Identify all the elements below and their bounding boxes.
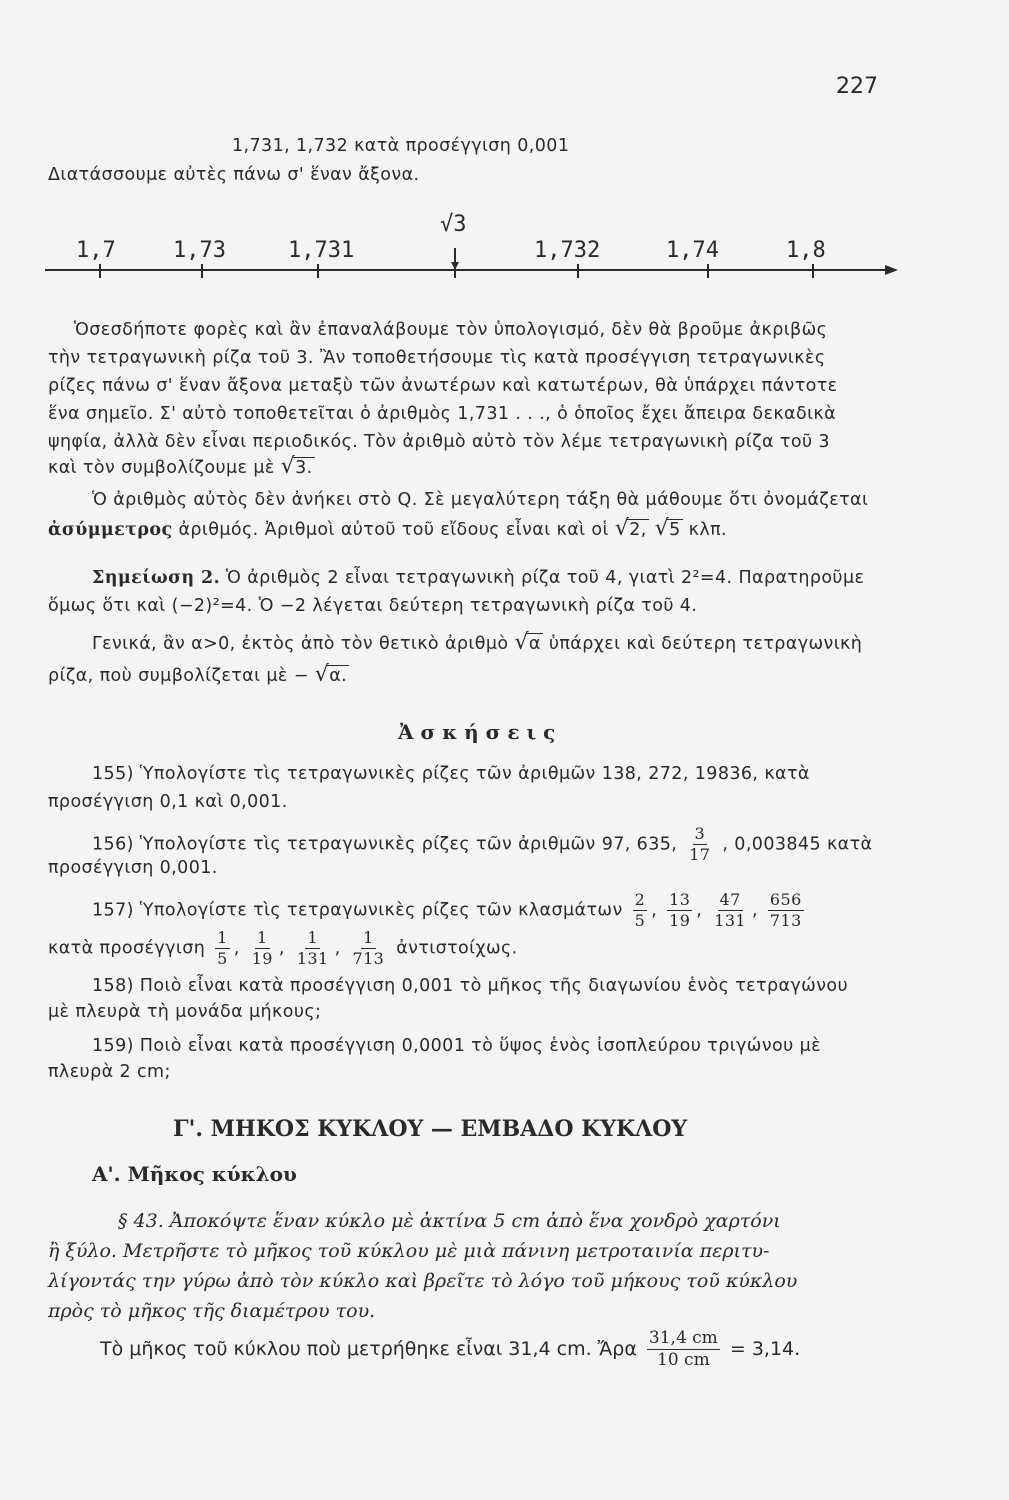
axis-tick-label: 1,7 xyxy=(76,238,116,263)
p43-line: § 43. Ἀποκόψτε ἕναν κύκλο μὲ ἀκτίνα 5 cm ἀπὸ ἕνα χονδρὸ χαρτόνι xyxy=(118,1210,781,1232)
frac-den: 5 xyxy=(217,949,228,968)
ex157-fraction xyxy=(768,892,804,929)
ex158-line1: 158) Ποιὸ εἶναι κατὰ προσέγγιση 0,001 τὸ μῆκος τῆς διαγωνίου ἑνὸς τετραγώνου xyxy=(92,976,849,996)
ex158-line2: μὲ πλευρὰ τὴ μονάδα μήκους; xyxy=(48,1002,322,1022)
p2-line2 xyxy=(48,516,727,541)
general-pre: Γενικά, ἂν α>0, ἐκτὸς ἀπὸ τὸν θετικὸ ἀριθμὸ xyxy=(92,634,509,654)
p1-line: ρίζες πάνω σ' ἕναν ἄξονα μεταξὺ τῶν ἀνωτέρων καὶ κατωτέρων, θὰ ὑπάρχει πάντοτε xyxy=(48,376,838,396)
section-title: Γ'. ΜΗΚΟΣ ΚΥΚΛΟΥ — ΕΜΒΑΔΟ ΚΥΚΛΟΥ xyxy=(173,1116,688,1142)
page-number: 227 xyxy=(836,74,878,99)
frac-den: 131 xyxy=(296,949,329,968)
frac-den: 713 xyxy=(769,911,802,930)
ex157-line1: 157) Ὑπολογίστε τὶς τετραγωνικὲς ρίζες τῶν κλασμάτων $\frac{2}{5}$ , $\frac{13}{19}$ , $\frac{47}{131}$ , $\frac{656}{713}$ xyxy=(92,890,802,930)
radical-icon: √ xyxy=(514,630,529,655)
p2-line2-mid: ἀριθμός. Ἀριθμοὶ αὐτοῦ τοῦ εἴδους εἶναι καὶ οἱ xyxy=(178,520,609,540)
p1-line: τὴν τετραγωνικὴ ρίζα τοῦ 3. Ἂν τοποθετήσουμε τὶς κατὰ προσέγγιση τετραγωνικὲς xyxy=(48,348,826,368)
frac-num: 1 xyxy=(217,928,228,947)
number-axis xyxy=(40,210,900,300)
frac-num: 47 xyxy=(719,890,741,909)
axis-tick-label: 1,731 xyxy=(288,238,355,263)
ex159-line2: πλευρὰ 2 cm; xyxy=(48,1062,171,1082)
final-post: = 3,14. xyxy=(729,1338,801,1360)
exercises-title: Ἀ σ κ ή σ ε ι ς xyxy=(398,720,556,744)
axis-sqrt-label: √3 xyxy=(440,212,467,237)
axis-arrow-icon xyxy=(885,265,898,275)
frac-den: 131 xyxy=(714,911,746,930)
p2-rad1: 2, xyxy=(629,520,647,540)
general-rad: α xyxy=(528,634,541,654)
ex156-fraction xyxy=(687,826,712,863)
ex157-fraction xyxy=(351,930,387,967)
p1-last-rad: 3. xyxy=(295,458,313,478)
ex156-post: , 0,003845 κατὰ xyxy=(722,834,873,855)
p43-line: ἢ ξύλο. Μετρῆστε τὸ μῆκος τοῦ κύκλου μὲ μιὰ πάνινη μετροταινία περιτυ- xyxy=(48,1240,770,1262)
note2-line1 xyxy=(92,568,864,588)
p1-line: ψηφία, ἀλλὰ δὲν εἶναι περιοδικός. Τὸν ἀριθμὸ αὐτὸ τὸν λέμε τετραγωνικὴ ρίζα τοῦ 3 xyxy=(48,432,830,452)
frac-den: 19 xyxy=(669,911,691,930)
ex156-pre: 156) Ὑπολογίστε τὶς τετραγωνικὲς ρίζες τῶν ἀριθμῶν 97, 635, xyxy=(92,834,678,855)
final-line xyxy=(100,1330,800,1369)
ex157-fraction xyxy=(667,892,692,929)
frac-den: 19 xyxy=(251,949,273,968)
subsection-title: Α'. Μῆκος κύκλου xyxy=(92,1162,297,1186)
frac-num: 31,4 cm xyxy=(648,1328,718,1348)
radical-icon: √ xyxy=(314,662,330,687)
ex157-fraction xyxy=(295,930,331,967)
general-line1 xyxy=(92,630,862,655)
sqrt-pointer-arrow-icon xyxy=(451,262,459,270)
radical-icon: √ xyxy=(280,454,296,479)
ex157-line2-post: ἀντιστοίχως. xyxy=(396,938,518,959)
ex157-fraction xyxy=(712,892,748,929)
axis-tick-label: 1,73 xyxy=(173,238,226,263)
frac-den: 5 xyxy=(634,911,646,930)
frac-den: 10 cm xyxy=(657,1350,710,1370)
final-fraction xyxy=(647,1330,720,1369)
intro-line2: Διατάσσουμε αὐτὲς πάνω σ' ἕναν ἄξονα. xyxy=(48,165,420,185)
frac-num: 656 xyxy=(769,890,802,909)
ex156-line2: προσέγγιση 0,001. xyxy=(48,858,218,878)
p43-line: λίγοντάς την γύρω ἀπὸ τὸν κύκλο καὶ βρεῖτε τὸ λόγο τοῦ μήκους τοῦ κύκλου xyxy=(48,1270,798,1292)
note2-label: Σημείωση 2. xyxy=(92,568,221,588)
final-pre: Τὸ μῆκος τοῦ κύκλου ποὺ μετρήθηκε εἶναι 31,4 cm. Ἄρα xyxy=(100,1338,637,1360)
axis-tick-label: 1,8 xyxy=(786,238,826,263)
radical-icon: √ xyxy=(654,516,670,541)
frac-den: 17 xyxy=(689,845,711,864)
intro-line1: 1,731, 1,732 κατὰ προσέγγιση 0,001 xyxy=(232,136,570,156)
ex157-fraction xyxy=(633,892,648,929)
ex157-line2: κατὰ προσέγγιση $\frac{1}{5}$ , $\frac{1}{19}$ , $\frac{1}{131}$ , $\frac{1}{713}$ ἀντιστοίχως. xyxy=(48,928,518,968)
axis-tick-label: 1,732 xyxy=(534,238,601,263)
p43-line: πρὸς τὸ μῆκος τῆς διαμέτρου του. xyxy=(48,1300,376,1322)
p1-last-pre: καὶ τὸν συμβολίζουμε μὲ xyxy=(48,458,275,478)
ex157-line2-pre: κατὰ προσέγγιση xyxy=(48,938,206,959)
ex157-pre: 157) Ὑπολογίστε τὶς τετραγωνικὲς ρίζες τῶν κλασμάτων xyxy=(92,900,623,921)
note2-text: Ὁ ἀριθμὸς 2 εἶναι τετραγωνικὴ ρίζα τοῦ 4, γιατὶ 2²=4. Παρατηροῦμε xyxy=(226,568,865,588)
ex155-line2: προσέγγιση 0,1 καὶ 0,001. xyxy=(48,792,288,812)
p2-line2-end: κλπ. xyxy=(688,520,728,540)
general-line2-pre: ρίζα, ποὺ συμβολίζεται μὲ − xyxy=(48,666,309,686)
frac-num: 1 xyxy=(307,928,318,947)
p1-last-line xyxy=(48,454,315,479)
axis-tick-label: 1,74 xyxy=(666,238,719,263)
frac-num: 3 xyxy=(694,824,706,843)
general-rad2: α. xyxy=(329,666,348,686)
p1-line: Ὁσεσδήποτε φορὲς καὶ ἂν ἐπαναλάβουμε τὸν ὑπολογισμό, δὲν θὰ βροῦμε ἀκριβῶς xyxy=(74,320,828,340)
axis-svg xyxy=(40,210,900,300)
ex157-fraction xyxy=(215,930,230,967)
radical-icon: √ xyxy=(614,516,630,541)
ex157-fraction xyxy=(250,930,275,967)
p2-rad2: 5 xyxy=(669,520,681,540)
p2-bold-term: ἀσύμμετρος xyxy=(48,520,173,540)
frac-num: 1 xyxy=(256,928,268,947)
p1-line: ἕνα σημεῖο. Σ' αὐτὸ τοποθετεῖται ὁ ἀριθμὸς 1,731 . . ., ὁ ὁποῖος ἔχει ἄπειρα δεκαδικὰ xyxy=(48,404,837,424)
frac-num: 2 xyxy=(634,890,646,909)
frac-num: 13 xyxy=(669,890,691,909)
frac-den: 713 xyxy=(352,949,385,968)
ex155-line1: 155) Ὑπολογίστε τὶς τετραγωνικὲς ρίζες τῶν ἀριθμῶν 138, 272, 19836, κατὰ xyxy=(92,764,810,784)
general-line2 xyxy=(48,662,349,687)
frac-num: 1 xyxy=(363,928,374,947)
ex159-line1: 159) Ποιὸ εἶναι κατὰ προσέγγιση 0,0001 τὸ ὕψος ἑνὸς ἰσοπλεύρου τριγώνου μὲ xyxy=(92,1036,822,1056)
general-post: ὑπάρχει καὶ δεύτερη τετραγωνικὴ xyxy=(548,634,863,654)
p2-line1: Ὁ ἀριθμὸς αὐτὸς δὲν ἀνήκει στὸ Q. Σὲ μεγαλύτερη τάξη θὰ μάθουμε ὅτι ὀνομάζεται xyxy=(92,490,869,510)
note2-line2: ὅμως ὅτι καὶ (−2)²=4. Ὁ −2 λέγεται δεύτερη τετραγωνικὴ ρίζα τοῦ 4. xyxy=(48,596,698,616)
